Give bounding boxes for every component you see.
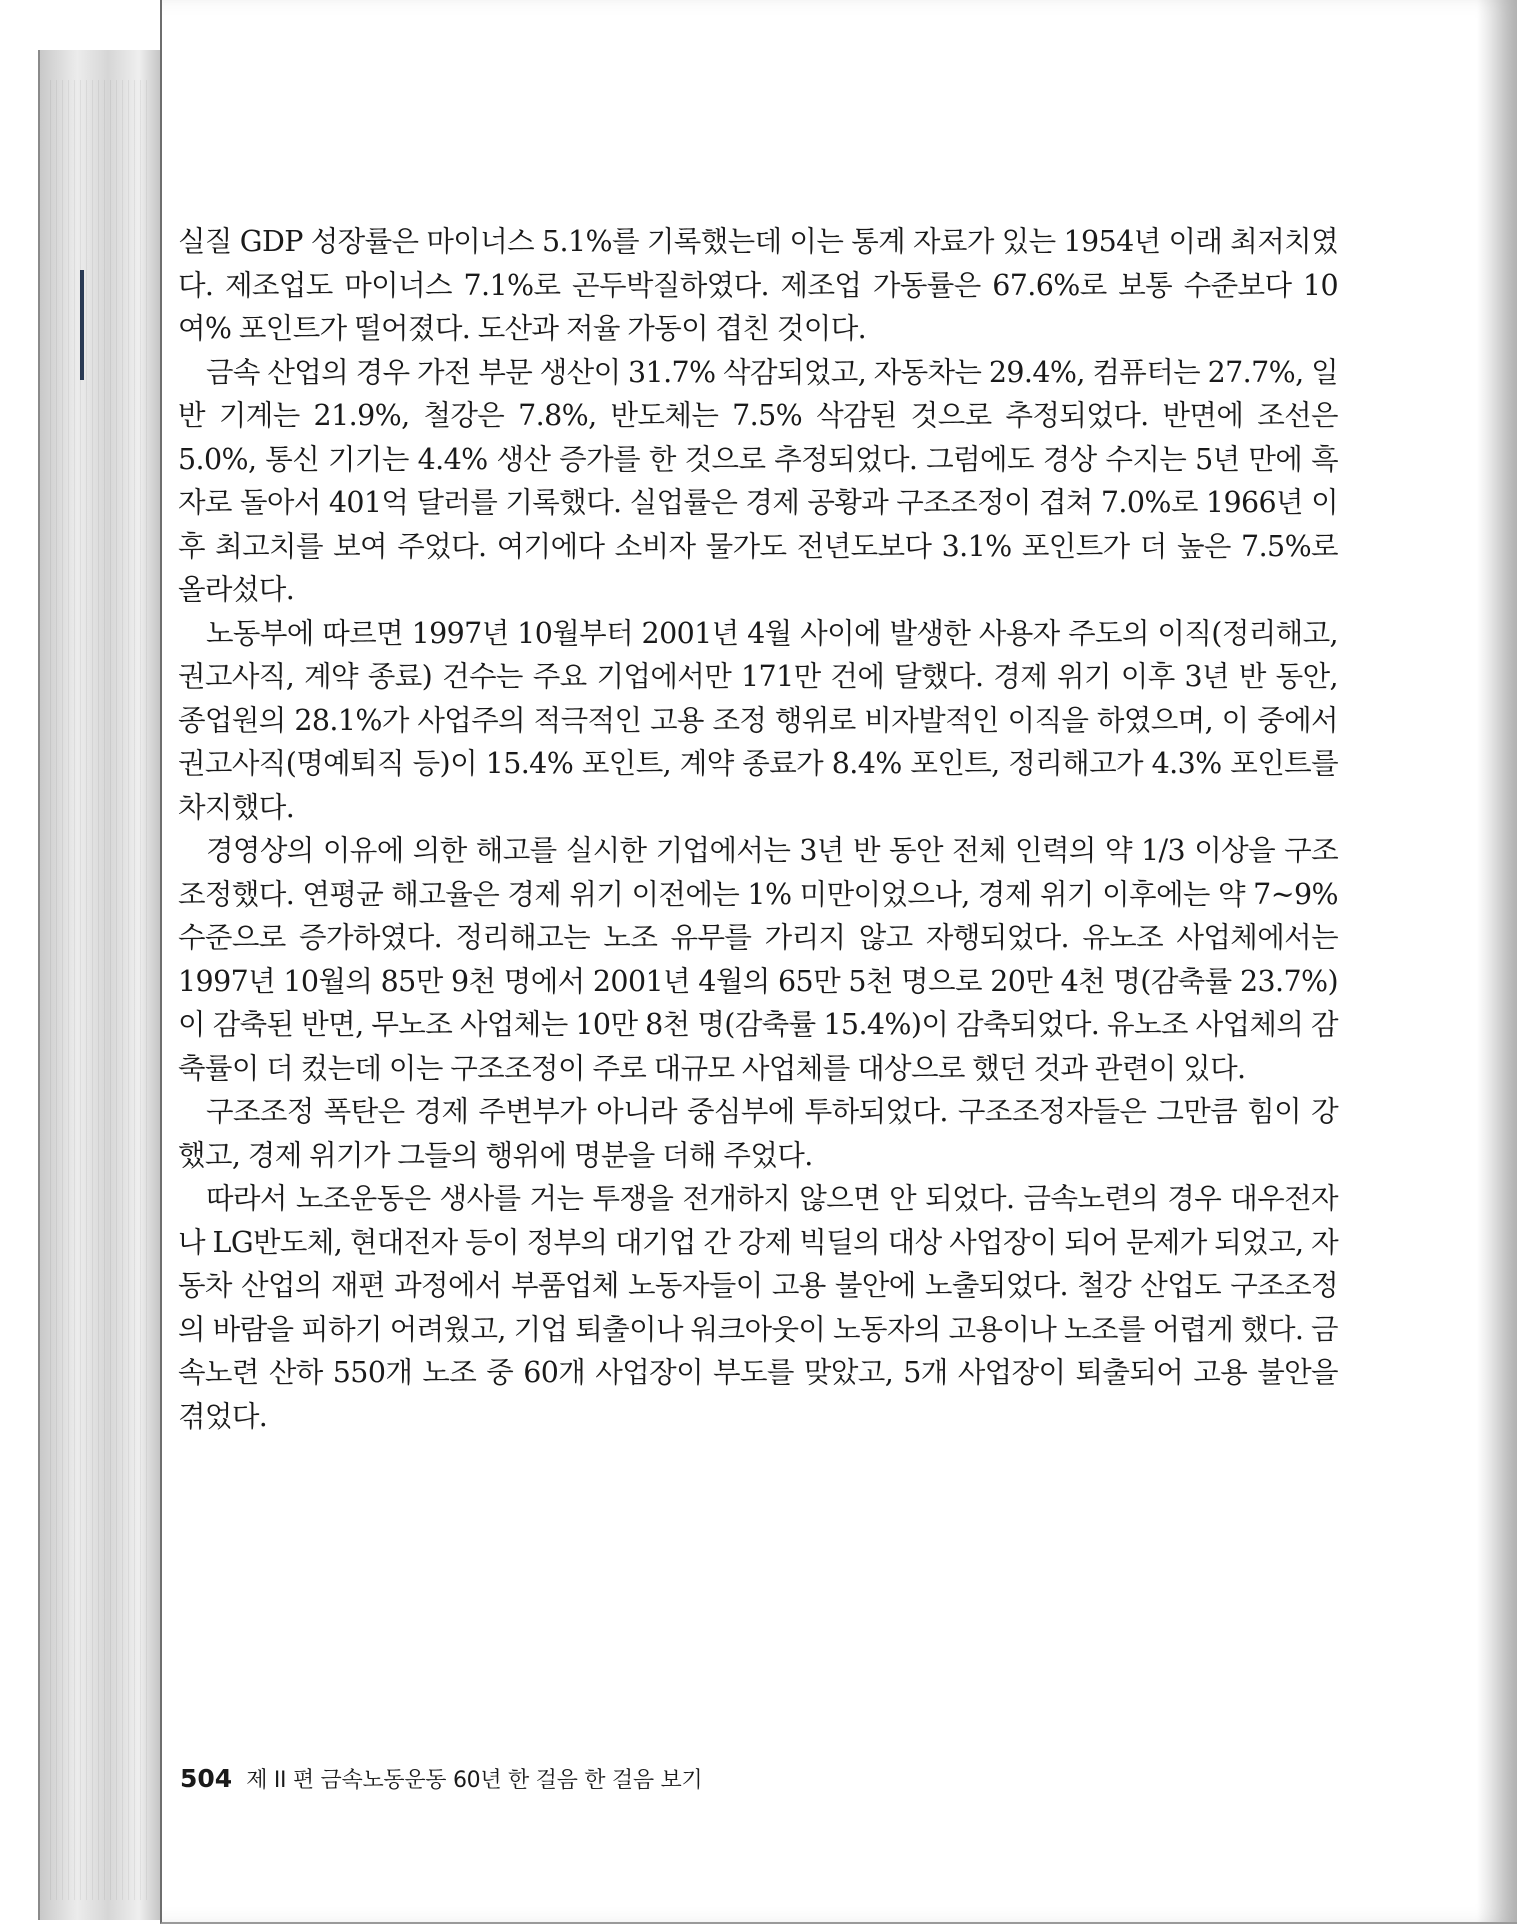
paragraph: 노동부에 따르면 1997년 10월부터 2001년 4월 사이에 발생한 사용자 주도의 이직(정리해고, 권고사직, 계약 종료) 건수는 주요 기업에서만 171만 건에 달했다. 경제 위기 이후 3년 반 동안, 종업원의 28.1%가 사업주의 적극적인 고용 조정 행위로 비자발적인 이직을 하였으며, 이 중에서 권고사직(명예퇴직 등)이 15.4% 포인트, 계약 종료가 8.4% 포인트, 정리해고가 4.3% 포인트를 차지했다. bbox=[178, 616, 1338, 824]
page-stack-lines bbox=[50, 80, 150, 1900]
paragraph: 경영상의 이유에 의한 해고를 실시한 기업에서는 3년 반 동안 전체 인력의 약 1/3 이상을 구조조정했다. 연평균 해고율은 경제 위기 이전에는 1% 미만이었으나, 경제 위기 이후에는 약 7~9% 수준으로 증가하였다. 정리해고는 노조 유무를 가리지 않고 자행되었다. 유노조 사업체에서는 1997년 10월의 85만 9천 명에서 2001년 4월의 65만 5천 명으로 20만 4천 명(감축률 23.7%)이 감축된 반면, 무노조 사업체는 10만 8천 명(감축률 15.4%)이 감축되었다. 유노조 사업체의 감축률이 더 컸는데 이는 구조조정이 주로 대규모 사업체를 대상으로 했던 것과 관련이 있다. bbox=[178, 834, 1338, 1085]
page-number: 504 bbox=[180, 1764, 233, 1793]
running-head: 제 II 편 금속노동운동 60년 한 걸음 한 걸음 보기 bbox=[246, 1768, 703, 1793]
paragraph: 구조조정 폭탄은 경제 주변부가 아니라 중심부에 투하되었다. 구조조정자들은 그만큼 힘이 강했고, 경제 위기가 그들의 행위에 명분을 더해 주었다. bbox=[178, 1095, 1338, 1172]
paragraph: 실질 GDP 성장률은 마이너스 5.1%를 기록했는데 이는 통계 자료가 있는 1954년 이래 최저치였다. 제조업도 마이너스 7.1%로 곤두박질하였다. 제조업 가동률은 67.6%로 보통 수준보다 10여% 포인트가 떨어졌다. 도산과 저율 가동이 겹친 것이다. bbox=[178, 225, 1338, 345]
page-footer bbox=[180, 1763, 702, 1794]
paragraph: 금속 산업의 경우 가전 부문 생산이 31.7% 삭감되었고, 자동차는 29.4%, 컴퓨터는 27.7%, 일반 기계는 21.9%, 철강은 7.8%, 반도체는 7.5% 삭감된 것으로 추정되었다. 반면에 조선은 5.0%, 통신 기기는 4.4% 생산 증가를 한 것으로 추정되었다. 그럼에도 경상 수지는 5년 만에 흑자로 돌아서 401억 달러를 기록했다. 실업률은 경제 공황과 구조조정이 겹쳐 7.0%로 1966년 이후 최고치를 보여 주었다. 여기에다 소비자 물가도 전년도보다 3.1% 포인트가 더 높은 7.5%로 올라섰다. bbox=[178, 355, 1338, 606]
paragraph: 따라서 노조운동은 생사를 거는 투쟁을 전개하지 않으면 안 되었다. 금속노련의 경우 대우전자나 LG반도체, 현대전자 등이 정부의 대기업 간 강제 빅딜의 대상 사업장이 되어 문제가 되었고, 자동차 산업의 재편 과정에서 부품업체 노동자들이 고용 불안에 노출되었다. 철강 산업도 구조조정의 바람을 피하기 어려웠고, 기업 퇴출이나 워크아웃이 노동자의 고용이나 노조를 어렵게 했다. 금속노련 산하 550개 노조 중 60개 사업장이 부도를 맞았고, 5개 사업장이 퇴출되어 고용 불안을 겪었다. bbox=[178, 1182, 1338, 1433]
page-curl-shadow bbox=[1477, 0, 1517, 1922]
body-text bbox=[178, 220, 1338, 1438]
